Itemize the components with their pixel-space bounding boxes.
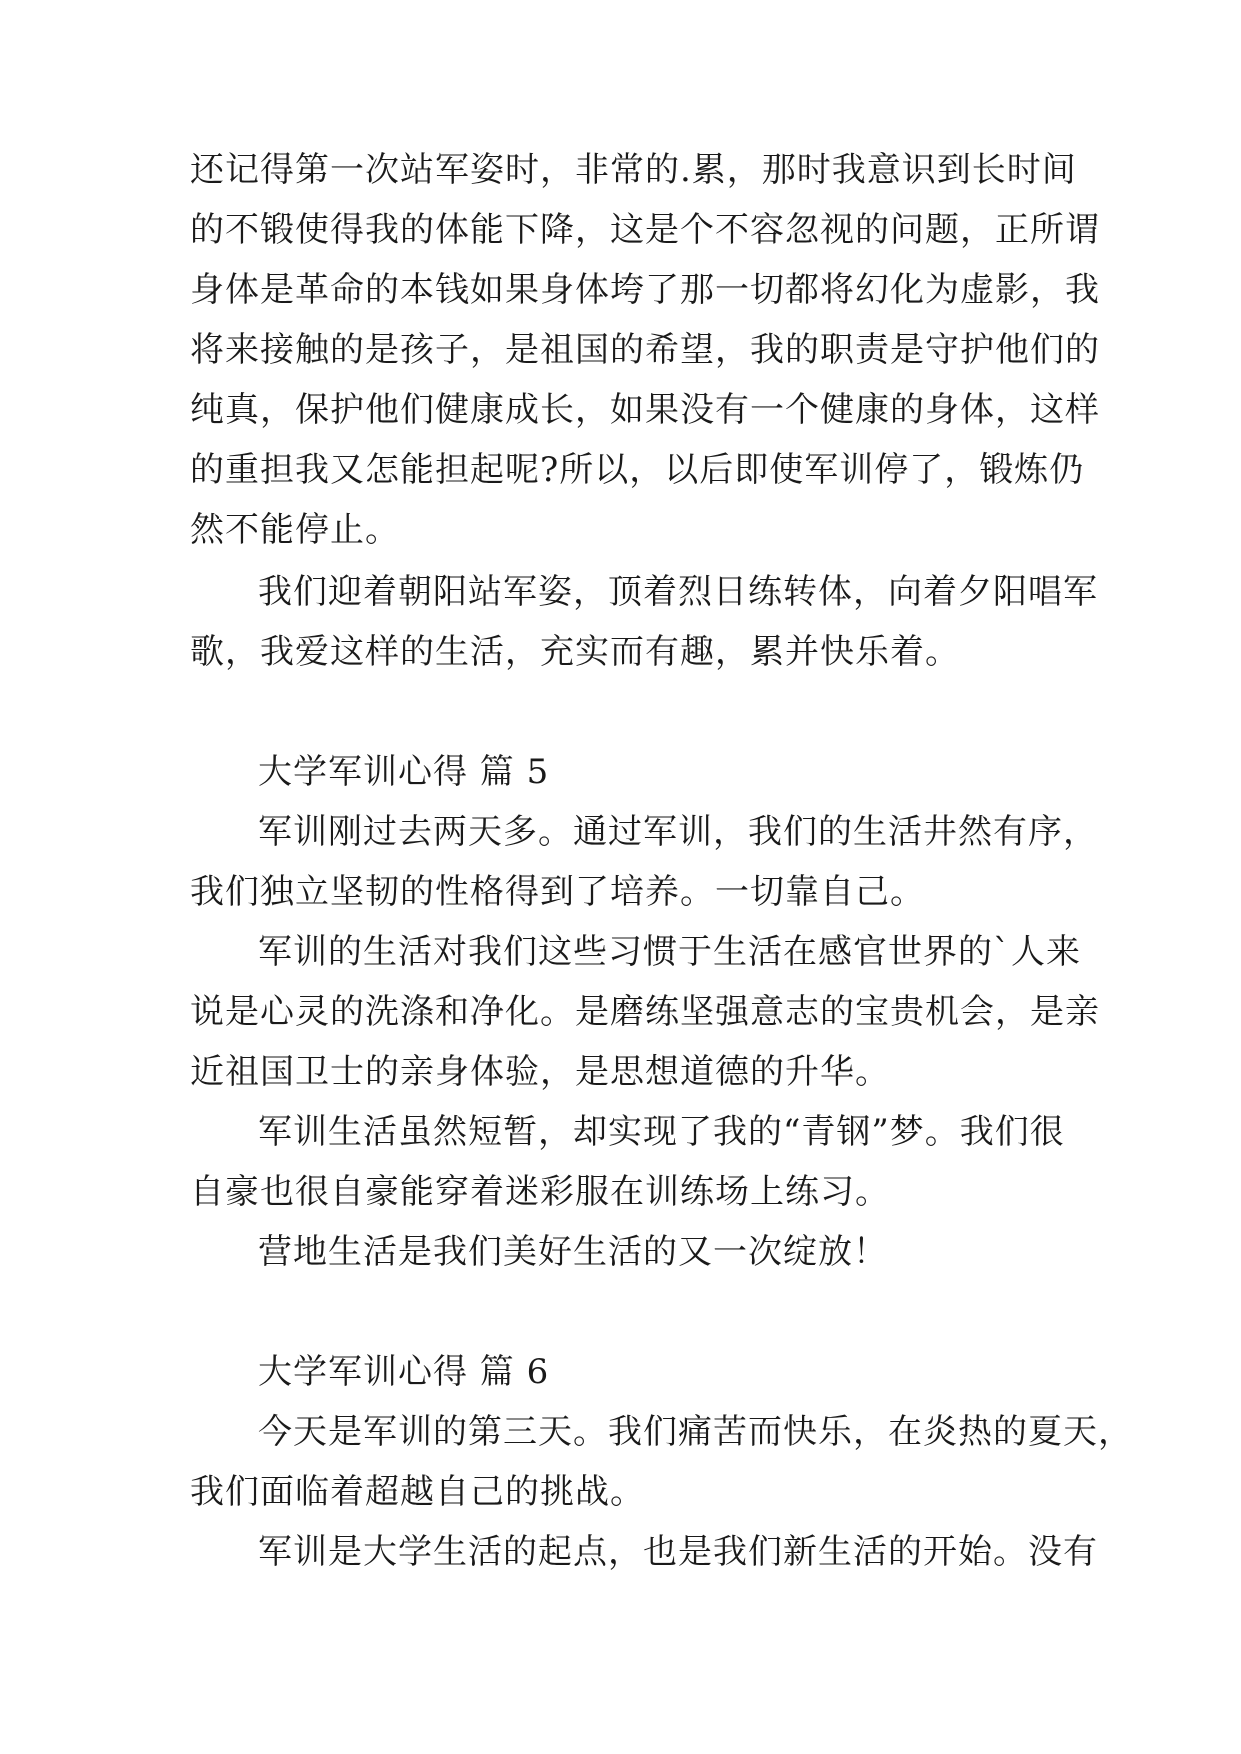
paragraph-line: 军训的生活对我们这些习惯于生活在感官世界的`人来 [258, 932, 1081, 972]
paragraph-line: 说是心灵的洗涤和净化。是磨练坚强意志的宝贵机会，是亲 [190, 992, 1100, 1032]
paragraph-line: 近祖国卫士的亲身体验，是思想道德的升华。 [190, 1052, 890, 1092]
section-heading: 大学军训心得 篇 6 [258, 1352, 550, 1392]
paragraph-line: 纯真，保护他们健康成长，如果没有一个健康的身体，这样 [190, 390, 1100, 430]
paragraph-line: 军训刚过去两天多。通过军训，我们的生活井然有序， [258, 812, 1098, 852]
paragraph-line: 今天是军训的第三天。我们痛苦而快乐，在炎热的夏天， [258, 1412, 1133, 1452]
paragraph-line: 自豪也很自豪能穿着迷彩服在训练场上练习。 [190, 1172, 890, 1212]
paragraph-line: 我们面临着超越自己的挑战。 [190, 1472, 645, 1512]
paragraph-line: 的不锻使得我的体能下降，这是个不容忽视的问题，正所谓 [190, 210, 1100, 250]
paragraph-line: 的重担我又怎能担起呢?所以，以后即使军训停了，锻炼仍 [190, 450, 1085, 490]
paragraph-line: 军训生活虽然短暂，却实现了我的“青钢”梦。我们很 [258, 1112, 1065, 1152]
paragraph-line: 身体是革命的本钱如果身体垮了那一切都将幻化为虚影，我 [190, 270, 1100, 310]
paragraph-line: 营地生活是我们美好生活的又一次绽放！ [258, 1232, 888, 1272]
paragraph-line: 还记得第一次站军姿时，非常的.累，那时我意识到长时间 [190, 150, 1077, 190]
paragraph-line: 我们迎着朝阳站军姿，顶着烈日练转体，向着夕阳唱军 [258, 572, 1098, 612]
paragraph-line: 将来接触的是孩子，是祖国的希望，我的职责是守护他们的 [190, 330, 1100, 370]
section-heading: 大学军训心得 篇 5 [258, 752, 550, 792]
paragraph-line: 歌，我爱这样的生活，充实而有趣，累并快乐着。 [190, 632, 960, 672]
paragraph-line: 军训是大学生活的起点，也是我们新生活的开始。没有 [258, 1532, 1098, 1572]
paragraph-line: 然不能停止。 [190, 510, 400, 550]
paragraph-line: 我们独立坚韧的性格得到了培养。一切靠自己。 [190, 872, 925, 912]
